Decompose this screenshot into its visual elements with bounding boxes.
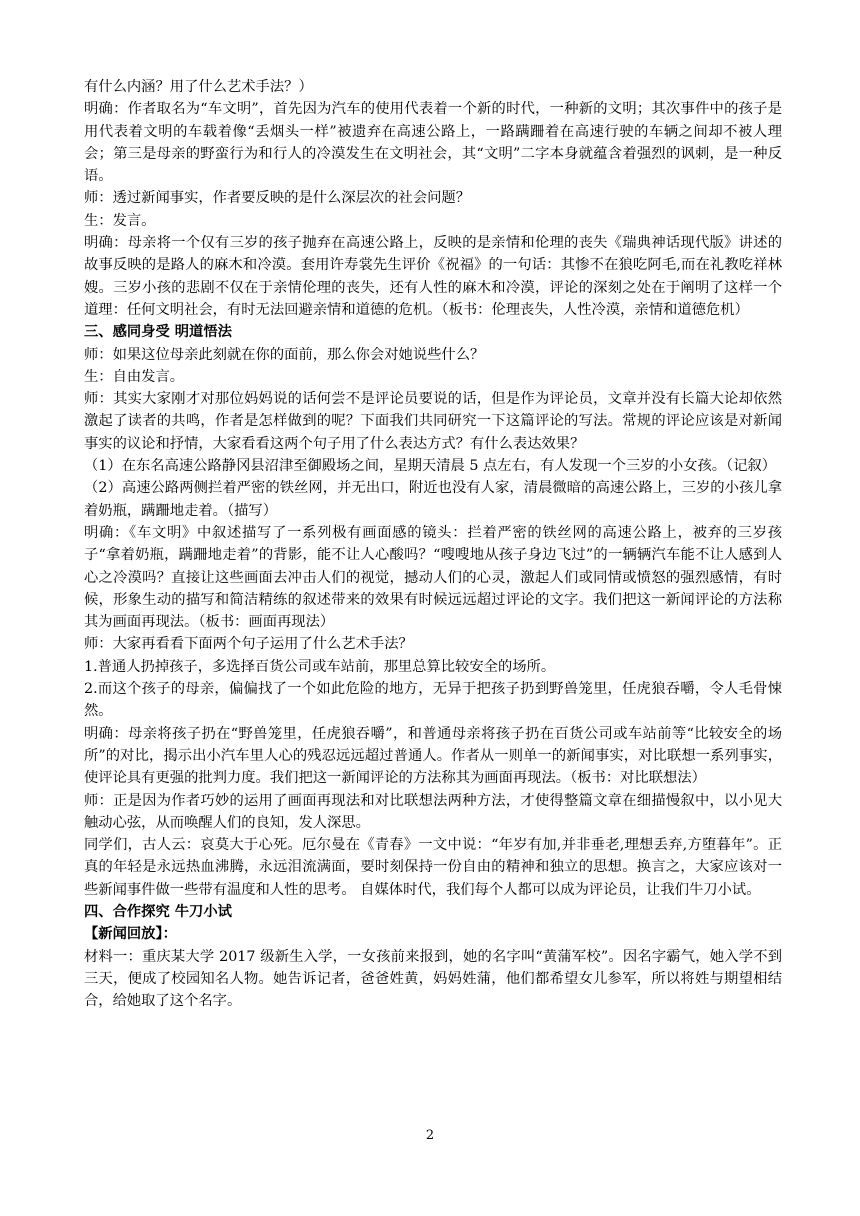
paragraph: 明确：《车文明》中叙述描写了一系列极有画面感的镜头：拦着严密的铁丝网的高速公路上，被弃的三岁孩子“拿着奶瓶，蹒跚地走着”的背影，能不让人心酸吗？“嗖嗖地从孩子身边飞过”的一辆辆汽车能不让人感到人心之冷漠吗？直接让这些画面去冲击人们的视觉，撼动人们的心灵，激起人们或同情或愤怒的强烈感情，有时候，形象生动的描写和简洁精练的叙述带来的效果有时候远远超过评论的文字。我们把这一新闻评论的方法称其为画面再现法。（板书：画面再现法） <box>84 524 782 631</box>
section-heading: 四、合作探究 牛刀小试 <box>84 903 232 920</box>
paragraph: 师：如果这位母亲此刻就在你的面前，那么你会对她说些什么？ <box>84 346 485 363</box>
section-heading: 三、感同身受 明道悟法 <box>84 324 232 341</box>
paragraph: 1.普通人扔掉孩子，多选择百货公司或车站前，那里总算比较安全的场所。 <box>84 658 556 675</box>
paragraph: 师：正是因为作者巧妙的运用了画面再现法和对比联想法两种方法，才使得整篇文章在细描慢叙中，以小见大触动心弦，从而唤醒人们的良知，发人深思。 <box>84 792 782 831</box>
paragraph: 师：透过新闻事实，作者要反映的是什么深层次的社会问题？ <box>84 190 471 207</box>
paragraph: 明确：作者取名为“车文明”，首先因为汽车的使用代表着一个新的时代，一种新的文明；其次事件中的孩子是用代表着文明的车载着像“丢烟头一样”被遗弃在高速公路上，一路蹒跚着在高速行驶的车辆之间却不被人理会；第三是母亲的野蛮行为和行人的冷漠发生在文明社会，其“文明”二字本身就蕴含着强烈的讽刺，是一种反语。 <box>84 101 782 185</box>
paragraph: 明确：母亲将一个仅有三岁的孩子抛弃在高速公路上，反映的是亲情和伦理的丧失《瑞典神话现代版》讲述的故事反映的是路人的麻木和冷漠。套用许寿裳先生评价《祝福》的一句话：其惨不在狼吃阿毛,而在礼教吃祥林嫂。三岁小孩的悲剧不仅在于亲情伦理的丧失，还有人性的麻木和冷漠，评论的深刻之处在于阐明了这样一个道理：任何文明社会，有时无法回避亲情和道德的危机。（板书：伦理丧失，人性冷漠，亲情和道德危机） <box>84 235 782 318</box>
paragraph: 师：大家再看看下面两个句子运用了什么艺术手法？ <box>84 636 413 653</box>
paragraph: 明确：母亲将孩子扔在“野兽笼里，任虎狼吞嚼”，和普通母亲将孩子扔在百货公司或车站前等“比较安全的场所”的对比，揭示出小汽车里人心的残忍远远超过普通人。作者从一则单一的新闻事实，对比联想一系列事实，使评论具有更强的批判力度。我们把这一新闻评论的方法称其为画面再现法。（板书：对比联想法） <box>84 725 782 787</box>
paragraph: （1）在东名高速公路静冈县沼津至御殿场之间，星期天清晨 5 点左右，有人发现一个三岁的小女孩。（记叙） <box>84 458 777 475</box>
paragraph: 生：发言。 <box>84 212 156 229</box>
page-number: 2 <box>425 1128 435 1143</box>
paragraph: 有什么内涵？用了什么艺术手法？） <box>84 79 313 95</box>
paragraph: 材料一：重庆某大学 2017 级新生入学，一女孩前来报到，她的名字叫“黄蒲军校”。因名字霸气，她入学不到三天，便成了校园知名人物。她告诉记者，爸爸姓黄，妈妈姓蒲，他们都希望女儿参军，所以将姓与期望相结合，给她取了这个名字。 <box>84 948 782 1010</box>
paragraph: 生：自由发言。 <box>84 368 185 385</box>
paragraph: （2）高速公路两侧拦着严密的铁丝网，并无出口，附近也没有人家，清晨微暗的高速公路上，三岁的小孩儿拿着奶瓶，蹒跚地走着。（描写） <box>84 480 782 519</box>
section-heading: 【新闻回放】： <box>84 926 177 943</box>
paragraph: 同学们，古人云：哀莫大于心死。厄尔曼在《青春》一文中说：“年岁有加,并非垂老,理想丢弃,方堕暮年”。正真的年轻是永远热血沸腾，永远泪流满面，要时刻保持一份自由的精神和独立的思想。换言之，大家应该对一些新闻事件做一些带有温度和人性的思考。 自媒体时代，我们每个人都可以成为评论员，让我们牛刀小试。 <box>84 837 782 898</box>
document-body <box>84 76 782 1012</box>
paragraph: 师：其实大家刚才对那位妈妈说的话何尝不是评论员要说的话，但是作为评论员，文章并没有长篇大论却依然激起了读者的共鸣，作者是怎样做到的呢？下面我们共同研究一下这篇评论的写法。常规的评论应该是对新闻事实的议论和抒情，大家看看这两个句子用了什么表达方式？有什么表达效果？ <box>84 391 782 452</box>
paragraph: 2.而这个孩子的母亲，偏偏找了一个如此危险的地方，无异于把孩子扔到野兽笼里，任虎狼吞嚼，令人毛骨悚然。 <box>84 681 782 720</box>
